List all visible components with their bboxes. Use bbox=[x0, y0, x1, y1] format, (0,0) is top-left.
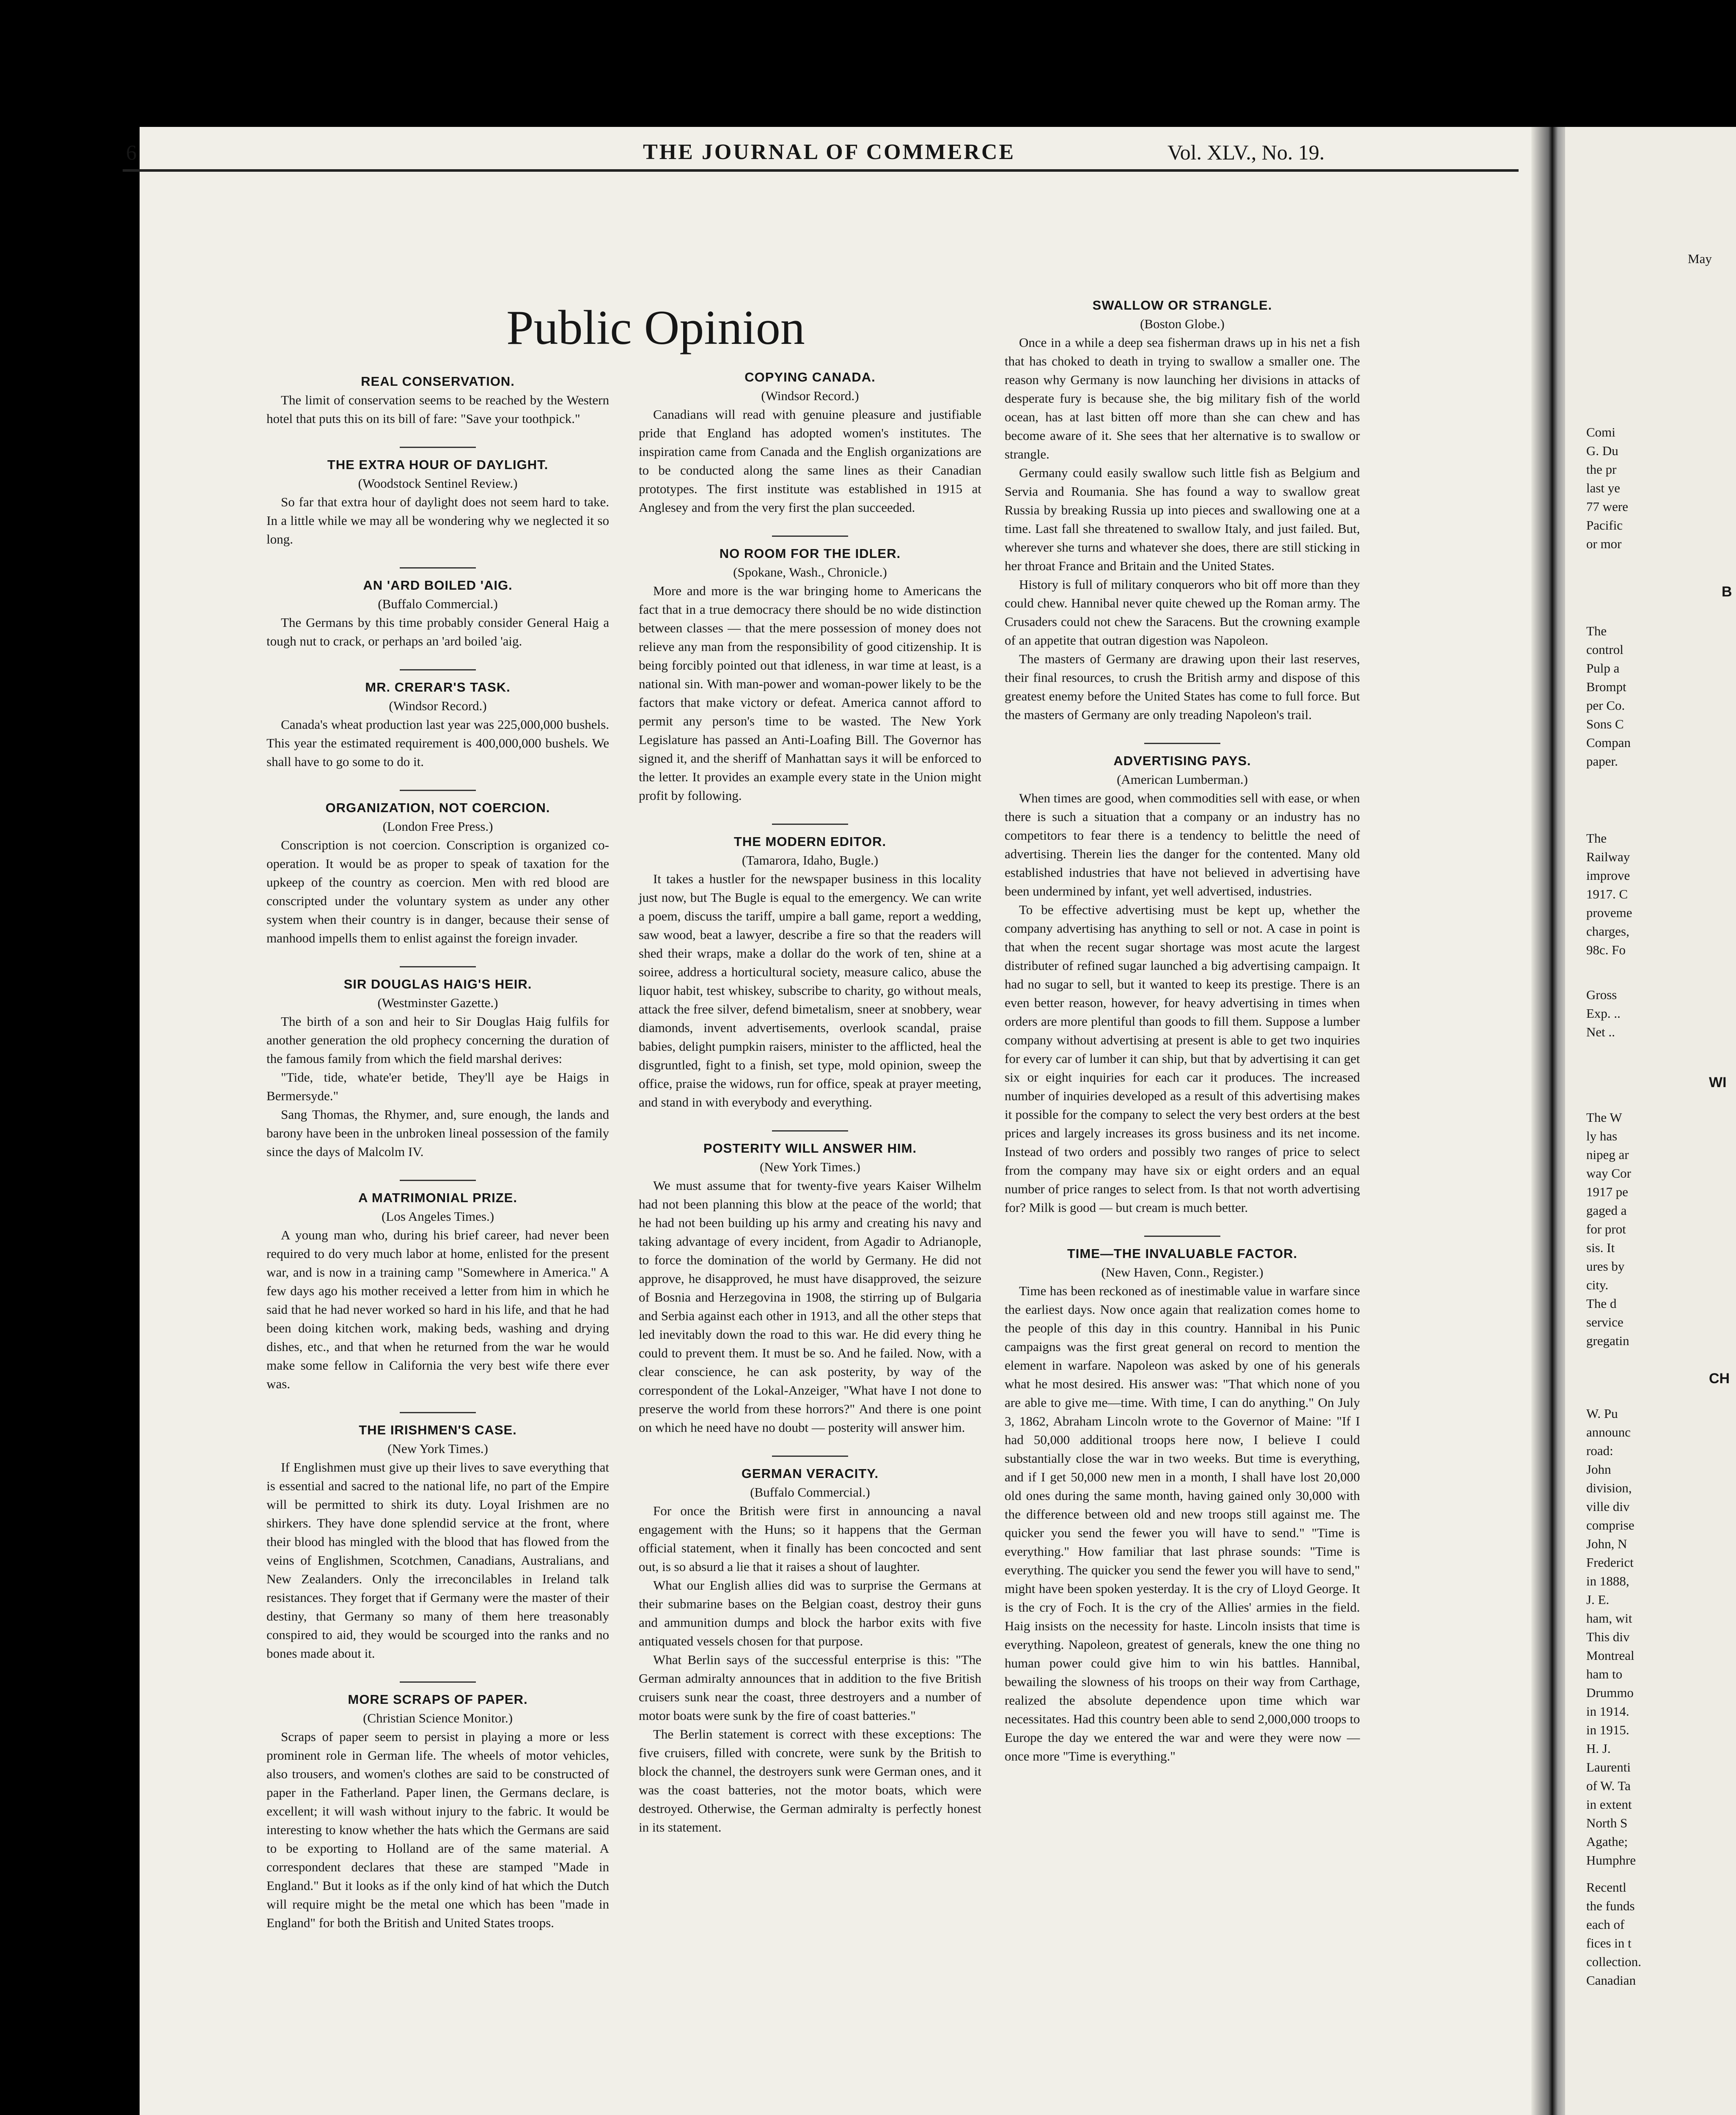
facing-page-text: John, N bbox=[1586, 1536, 1627, 1551]
article-separator bbox=[1144, 743, 1220, 744]
article bbox=[266, 1189, 609, 1393]
facing-page-text: sis. It bbox=[1586, 1240, 1615, 1255]
article-source: (American Lumberman.) bbox=[1117, 772, 1248, 787]
facing-page-text: Pacific bbox=[1586, 518, 1623, 533]
column-3 bbox=[1005, 296, 1360, 1784]
facing-page-text: fices in t bbox=[1586, 1936, 1632, 1950]
facing-page-text: in 1915. bbox=[1586, 1722, 1629, 1737]
article-title: NO ROOM FOR THE IDLER. bbox=[719, 546, 901, 561]
article-paragraph: Germany could easily swallow such little fish as Belgium and Servia and Roumania. She has found a way to swallow great Russia by breaking Russia up into pieces and swallowing one at a time. Last fall she threatened to swallow Italy, and just failed. But, wherever she turns and whatever she does, there are still sticking in her throat France and Britain and the United States. bbox=[1005, 465, 1360, 573]
article bbox=[639, 1464, 981, 1837]
facing-page-text: This div bbox=[1586, 1629, 1630, 1644]
article-separator bbox=[400, 567, 476, 569]
facing-page-text: ville div bbox=[1586, 1499, 1630, 1514]
volume-issue: Vol. XLV., No. 19. bbox=[1167, 140, 1325, 164]
facing-page-text: Exp. .. bbox=[1586, 1006, 1621, 1021]
article-paragraph: What Berlin says of the successful enterprise is this: "The German admiralty announces that in addition to the five British cruisers sunk near the coast, three destroyers and a number of motor boats were sunk by the fire of coast batteries." bbox=[639, 1652, 981, 1723]
facing-page-heading: B bbox=[1722, 584, 1732, 600]
article-paragraph: Time has been reckoned as of inestimable value in warfare since the earliest days. Now once again that realization comes home to the people of this day in this country. Hannibal in his Punic campaigns was the first great general on record to mention the element in warfare. Napoleon was asked by one of his generals what he most desired. His answer was: "That which none of you are able to give me—time. With time, I can do anything." On July 3, 1862, Abraham Lincoln wrote to the Governor of Maine: "If I had 50,000 additional troops here now, I believe I could substantially close the war in two weeks. But time is everything, and if I get 50,000 new men in a month, I shall have lost 20,000 old ones during the same month, having gained only 30,000 with the difference between old and new troops still against me. The quicker you send the fewer you will have to send." "Time is everything." How familiar that last phrase sounds: "Time is everything. The quicker you send the fewer you will have to send," might have been spoken yesterday. It is the cry of Lloyd George. It is the cry of Foch. It is the cry of the Allies' armies in the field. Haig insists on the necessity for haste. Lincoln insists that time is everything. Napoleon, greatest of generals, knew the one thing no human power could give him to win his battles. Hannibal, bewailing the slowness of his troops on their way from Carthage, realized the absolute dependence upon time which war necessitates. Had this country been able to send 2,000,000 troops to Europe the day we entered the war and were they were now — once more "Time is everything." bbox=[1005, 1283, 1360, 1763]
facing-page-text: the funds bbox=[1586, 1898, 1635, 1913]
article-separator bbox=[772, 1130, 848, 1132]
facing-page-text: nipeg ar bbox=[1586, 1147, 1629, 1162]
facing-page-text: The W bbox=[1586, 1110, 1622, 1125]
facing-page-header: May bbox=[1688, 251, 1712, 266]
article-separator bbox=[1144, 1236, 1220, 1237]
facing-page-text: John bbox=[1586, 1462, 1611, 1477]
facing-page-text: the pr bbox=[1586, 462, 1617, 477]
facing-page-text: in 1914. bbox=[1586, 1704, 1629, 1719]
facing-page-text: Railway bbox=[1586, 849, 1630, 864]
facing-page-text: gregatin bbox=[1586, 1333, 1629, 1348]
article-paragraph: What our English allies did was to surprise the Germans at their submarine bases on the Belgian coast, destroy their guns and ammunition dumps and block the harbor exits with five antiquated vessels chosen for that purpose. bbox=[639, 1578, 981, 1648]
article bbox=[266, 456, 609, 549]
article-separator bbox=[400, 790, 476, 791]
facing-page-text: The d bbox=[1586, 1296, 1617, 1311]
article-source: (New York Times.) bbox=[760, 1159, 860, 1174]
article bbox=[1005, 752, 1360, 1217]
section-masthead: Public Opinion bbox=[506, 301, 805, 355]
facing-page-text: division, bbox=[1586, 1480, 1632, 1495]
article-paragraph: When times are good, when commodities sell with ease, or when there is such a situation that a company or an industry has no competitors to fear there is a tendency to belittle the need of advertising. Therein lies the danger for the contented. Many old established industries that have not believed in advertising have been undermined by infant, yet well advertised, industries. bbox=[1005, 791, 1360, 898]
article-source: (Spokane, Wash., Chronicle.) bbox=[733, 565, 887, 580]
article-source: (Christian Science Monitor.) bbox=[363, 1711, 513, 1725]
facing-page-text: Net .. bbox=[1586, 1025, 1615, 1039]
facing-page-heading: WI bbox=[1709, 1074, 1727, 1090]
facing-page-text: 1917. C bbox=[1586, 887, 1628, 901]
article-paragraph: To be effective advertising must be kept up, whether the company advertising has anything to sell or not. A case in point is that when the recent sugar shortage was most acute the largest distributer of refined sugar launched a big advertising campaign. It had no sugar to sell, but it wanted to keep its prestige. There is an even better reason, however, for heavy advertising in times when orders are more plentiful than goods to fill them. Suppose a lumber company without advertising at present is able to get two inquiries for every car of lumber it can ship, but that by advertising it can get six or eight inquiries for each car it produces. The increased number of inquiries developed as a result of this advertising makes it possible for the company to select the very best orders at the best prices and largely increases its gross business and its net income. Instead of two orders and possibly two ranges of price to select from the company may have six or eight orders and an equal number of price ranges to select from. Is that not worth advertising for? Milk is good — but cream is much better. bbox=[1005, 902, 1360, 1215]
article-source: (London Free Press.) bbox=[382, 819, 493, 834]
article-title: SIR DOUGLAS HAIG'S HEIR. bbox=[343, 977, 532, 992]
article-separator bbox=[400, 447, 476, 448]
facing-page-text: Pulp a bbox=[1586, 661, 1620, 676]
facing-page-text: Frederict bbox=[1586, 1555, 1634, 1570]
facing-page-text: gaged a bbox=[1586, 1203, 1627, 1218]
article-title: MR. CRERAR'S TASK. bbox=[365, 680, 511, 695]
facing-page-text: for prot bbox=[1586, 1222, 1626, 1236]
facing-page-text: comprise bbox=[1586, 1518, 1634, 1533]
facing-page-text: ures by bbox=[1586, 1259, 1625, 1274]
article-separator bbox=[400, 669, 476, 670]
article bbox=[639, 832, 981, 1112]
article-paragraph: So far that extra hour of daylight does not seem hard to take. In a little while we may all be wondering why we neglected it so long. bbox=[266, 494, 609, 547]
article-source: (Woodstock Sentinel Review.) bbox=[358, 476, 518, 491]
article bbox=[266, 678, 609, 771]
article-separator bbox=[400, 1412, 476, 1413]
article-paragraph: "Tide, tide, whate'er betide, They'll aye be Haigs in Bermersyde." bbox=[266, 1070, 609, 1103]
facing-page-text: per Co. bbox=[1586, 698, 1625, 713]
facing-page-heading: CH bbox=[1709, 1371, 1730, 1387]
article-title: COPYING CANADA. bbox=[744, 370, 876, 385]
facing-page-text: Comi bbox=[1586, 425, 1615, 439]
facing-page-text: Laurenti bbox=[1586, 1760, 1631, 1774]
facing-page-text: improve bbox=[1586, 868, 1630, 883]
facing-page-text: proveme bbox=[1586, 905, 1632, 920]
column-1 bbox=[266, 372, 609, 1951]
facing-page-text: The bbox=[1586, 831, 1607, 846]
facing-page-text: Sons C bbox=[1586, 717, 1624, 731]
article bbox=[266, 975, 609, 1161]
article-source: (Windsor Record.) bbox=[761, 388, 859, 403]
article-title: SWALLOW OR STRANGLE. bbox=[1092, 298, 1272, 313]
article bbox=[266, 1421, 609, 1663]
article-source: (Buffalo Commercial.) bbox=[378, 596, 498, 611]
article-title: A MATRIMONIAL PRIZE. bbox=[358, 1190, 517, 1205]
article-title: MORE SCRAPS OF PAPER. bbox=[348, 1692, 528, 1707]
article-separator bbox=[772, 824, 848, 825]
article-separator bbox=[400, 966, 476, 967]
article-title: THE MODERN EDITOR. bbox=[733, 834, 887, 849]
article-separator bbox=[772, 536, 848, 537]
article-paragraph: More and more is the war bringing home to Americans the fact that in a true democracy there should be no wide distinction between classes — that the mere possession of money does not relieve any man from the responsibility of good citizenship. It is being forcibly pointed out that idleness, in war time at least, is a national sin. With man-power and woman-power likely to be the factors that make victory or defeat. America cannot afford to permit any person's time to be wasted. The New York Legislature has passed an Anti-Loafing Bill. The Governor has signed it, and the sheriff of Manhattan says it will be enforced to the letter. It provides an example every state in the Union might profit by following. bbox=[639, 583, 981, 803]
article-paragraph: Sang Thomas, the Rhymer, and, sure enough, the lands and barony have been in the unbroken lineal possession of the family since the days of Malcolm IV. bbox=[266, 1107, 609, 1159]
article-title: GERMAN VERACITY. bbox=[741, 1466, 879, 1481]
facing-page-text: Humphre bbox=[1586, 1853, 1636, 1868]
article bbox=[266, 576, 609, 651]
article-paragraph: The Germans by this time probably consider General Haig a tough nut to crack, or perhaps an 'ard boiled 'aig. bbox=[266, 615, 609, 648]
article bbox=[266, 1690, 609, 1932]
facing-page-text: ham, wit bbox=[1586, 1611, 1632, 1626]
article-title: REAL CONSERVATION. bbox=[361, 374, 515, 389]
article-paragraph: The masters of Germany are drawing upon their last reserves, their final resources, to crush the British army and dispose of this greatest enemy before the United States has come to full force. But the masters of Germany are only treading Napoleon's trail. bbox=[1005, 651, 1360, 722]
article-source: (Boston Globe.) bbox=[1140, 316, 1225, 331]
facing-page-text: charges, bbox=[1586, 924, 1629, 939]
article-source: (Windsor Record.) bbox=[389, 698, 487, 713]
facing-page-text: Canadian bbox=[1586, 1973, 1636, 1988]
article-title: ADVERTISING PAYS. bbox=[1113, 753, 1251, 768]
facing-page-text: of W. Ta bbox=[1586, 1778, 1631, 1793]
article-title: POSTERITY WILL ANSWER HIM. bbox=[703, 1141, 917, 1156]
article-paragraph: For once the British were first in announcing a naval engagement with the Huns; so it happens that the German official statement, when it finally has been concocted and sent out, is so absurd a lie that it raises a shout of laughter. bbox=[639, 1503, 981, 1574]
article-title: AN 'ARD BOILED 'AIG. bbox=[363, 578, 513, 593]
article bbox=[639, 1139, 981, 1437]
article-paragraph: Canadians will read with genuine pleasure and justifiable pride that England has adopted women's institutes. The inspiration came from Canada and the English organizations are to be conducted along the same lines as their Canadian prototypes. The first institute was established in 1915 at Anglesey and from the very first the plan succeeded. bbox=[639, 407, 981, 515]
facing-page-text: Gross bbox=[1586, 987, 1617, 1002]
facing-page-text: Drummo bbox=[1586, 1685, 1634, 1700]
facing-page-text: in extent bbox=[1586, 1797, 1632, 1812]
article-source: (Los Angeles Times.) bbox=[381, 1209, 494, 1224]
article bbox=[1005, 296, 1360, 724]
article-paragraph: The birth of a son and heir to Sir Douglas Haig fulfils for another generation the old prophecy concerning the duration of the famous family from which the field marshal derives: bbox=[266, 1014, 609, 1066]
article-title: TIME—THE INVALUABLE FACTOR. bbox=[1067, 1246, 1298, 1261]
article-paragraph: A young man who, during his brief career, had never been required to do very much labor at home, enlisted for the present war, and is now in a training camp "Somewhere in America." A few days ago his mother received a letter from him in which he said that he had never worked so hard in his life, and that he had been doing kitchen work, making beds, washing and drying dishes, etc., and that when he returned from the war he would make some fellow in California the very best wife there ever was. bbox=[266, 1228, 609, 1391]
facing-page-text: ly has bbox=[1586, 1129, 1618, 1143]
facing-page-text: 1917 pe bbox=[1586, 1184, 1629, 1199]
page-fold bbox=[1531, 127, 1569, 2115]
column-2 bbox=[639, 368, 981, 1855]
article-separator bbox=[772, 1456, 848, 1457]
article-source: (Buffalo Commercial.) bbox=[750, 1485, 870, 1500]
article-paragraph: Once in a while a deep sea fisherman draws up in his net a fish that has choked to death in trying to swallow a smaller one. The reason why Germany is now launching her divisions in attacks of desperate fury is because she, the big military fish of the world ocean, has at last bitten off more than she can chew and has become aware of it. She sees that her alternative is to swallow or strangle. bbox=[1005, 335, 1360, 461]
article-paragraph: The limit of conservation seems to be reached by the Western hotel that puts this on its bill of fare: "Save your toothpick." bbox=[266, 393, 609, 426]
facing-page-text: North S bbox=[1586, 1816, 1628, 1830]
facing-page-text: W. Pu bbox=[1586, 1406, 1618, 1421]
header-rule bbox=[123, 169, 1519, 172]
article-source: (Tamarora, Idaho, Bugle.) bbox=[742, 853, 879, 868]
article-paragraph: Scraps of paper seem to persist in playing a more or less prominent role in German life. The wheels of motor vehicles, also trousers, and women's clothes are said to be constructed of paper in the Fatherland. Paper linen, the Germans declare, is excellent; it will wash without injury to the fabric. It would be interesting to know whether the hats which the Germans are said to be exporting to Holland are of the same material. A correspondent declares that these are stamped "Made in England." But it looks as if the only kind of hat which the Dutch will require might be the metal one which has been "made in England" for both the British and United States troops. bbox=[266, 1729, 609, 1930]
facing-page-text: service bbox=[1586, 1315, 1623, 1329]
article bbox=[266, 372, 609, 428]
article-title: THE EXTRA HOUR OF DAYLIGHT. bbox=[327, 457, 549, 472]
facing-page-text: Agathe; bbox=[1586, 1834, 1628, 1849]
facing-page-text: 98c. Fo bbox=[1586, 942, 1626, 957]
article-paragraph: History is full of military conquerors who bit off more than they could chew. Hannibal never quite chewed up the Roman army. The Crusaders could not chew the Saracens. But the crowning example of an appetite that outran digestion was Napoleon. bbox=[1005, 577, 1360, 648]
facing-page-text: Compan bbox=[1586, 735, 1631, 750]
facing-page-text: collection. bbox=[1586, 1954, 1641, 1969]
facing-page-text: H. J. bbox=[1586, 1741, 1611, 1756]
page-number: 6 bbox=[126, 140, 137, 164]
facing-page-text: ham to bbox=[1586, 1667, 1623, 1681]
article-source: (Westminster Gazette.) bbox=[377, 995, 498, 1010]
article-source: (New York Times.) bbox=[387, 1441, 488, 1456]
facing-page-text: road: bbox=[1586, 1443, 1613, 1458]
facing-page-text: city. bbox=[1586, 1277, 1609, 1292]
article-paragraph: Canada's wheat production last year was 225,000,000 bushels. This year the estimated requirement is 400,000,000 bushels. We shall have to go some to do it. bbox=[266, 717, 609, 769]
article-source: (New Haven, Conn., Register.) bbox=[1101, 1265, 1264, 1280]
article-title: THE IRISHMEN'S CASE. bbox=[359, 1423, 517, 1437]
article-paragraph: If Englishmen must give up their lives to save everything that is essential and sacred to the national life, no part of the Empire will be permitted to shirk its duty. Loyal Irishmen are no shirkers. They have done splendid service at the front, where their blood has mingled with the blood that has flowed from the veins of Englishmen, Scotchmen, Canadians, Australians, and New Zealanders. Only the irreconcilables in Ireland talk resistances. They forget that if Germany were the master of their destiny, that Germany so many of them here treasonably conspired to aid, they would be scourged into the ranks and no bones made about it. bbox=[266, 1460, 609, 1661]
facing-page-text: in 1888, bbox=[1586, 1574, 1629, 1588]
facing-page-text: control bbox=[1586, 642, 1623, 657]
article bbox=[639, 544, 981, 805]
article-paragraph: We must assume that for twenty-five years Kaiser Wilhelm had not been planning this blow at the peace of the world; that he had not been building up his army and creating his navy and taking advantage of every incident, from Agadir to Adrianople, to force the domination of the world by Germany. He did not approve, he disapproved, he must have disapproved, the seizure of Bosnia and Herzegovina in 1908, the stirring up of Bulgaria and Serbia against each other in 1913, and all the other steps that led inevitably down the road to this war. He did every thing he could to prevent them. It must be so. And he failed. Now, with a clear conscience, he can ask posterity, by way of the correspondent of the Lokal-Anzeiger, "What have I not done to preserve the world from these horrors?" And there is one point on which he need have no doubt — posterity will answer him. bbox=[639, 1178, 981, 1435]
facing-page-text: or mor bbox=[1586, 536, 1622, 551]
facing-page-text: Montreal bbox=[1586, 1648, 1634, 1663]
facing-page-text: last ye bbox=[1586, 481, 1621, 495]
facing-page-text: Recentl bbox=[1586, 1880, 1626, 1895]
journal-title: THE JOURNAL OF COMMERCE bbox=[643, 140, 1016, 164]
facing-page-text: Brompt bbox=[1586, 679, 1626, 694]
facing-page-text: The bbox=[1586, 624, 1607, 638]
article-paragraph: The Berlin statement is correct with these exceptions: The five cruisers, filled with concrete, were sunk by the British to block the channel, the destroyers sunk were German ones, and it was the coast batteries, not the motor boats, which were destroyed. Otherwise, the German admiralty is perfectly honest in its statement. bbox=[639, 1727, 981, 1835]
article-paragraph: It takes a hustler for the newspaper business in this locality just now, but The Bugle is equal to the emergency. We can write a poem, discuss the tariff, umpire a ball game, report a wedding, saw wood, beat a lawyer, describe a fire so that the readers will shed their wraps, make a dollar do the work of ten, shine at a soiree, address a horticultural society, measure calico, abuse the liquor habit, test whiskey, subscribe to charity, go without meals, attack the free silver, defend bimetalism, sneer at snobbery, wear diamonds, invent advertisements, overlook scandal, praise babies, delight pumpkin raisers, minister to the afflicted, heal the disgruntled, fight to a finish, set type, mold opinion, sweep the office, praise the widows, run for office, speak at prayer meeting, and stand in with everybody and everything. bbox=[639, 871, 981, 1110]
facing-page-text: J. E. bbox=[1586, 1592, 1610, 1607]
facing-page-text: paper. bbox=[1586, 754, 1618, 769]
facing-page-text: way Cor bbox=[1586, 1166, 1631, 1181]
article bbox=[1005, 1244, 1360, 1766]
article-paragraph: Conscription is not coercion. Conscription is organized co-operation. It would be as proper to speak of taxation for the upkeep of the country as coercion. Men with red blood are conscripted under the voluntary system as under any other system when their country is in danger, because their sense of manhood impells them to enlist against the foreign invader. bbox=[266, 838, 609, 945]
article bbox=[639, 368, 981, 517]
facing-page-text: announc bbox=[1586, 1425, 1631, 1439]
article bbox=[266, 799, 609, 948]
article-separator bbox=[400, 1180, 476, 1181]
facing-page-text: each of bbox=[1586, 1917, 1625, 1932]
article-title: ORGANIZATION, NOT COERCION. bbox=[325, 800, 550, 815]
facing-page-text: G. Du bbox=[1586, 443, 1618, 458]
facing-page-text: 77 were bbox=[1586, 499, 1628, 514]
article-separator bbox=[400, 1681, 476, 1683]
